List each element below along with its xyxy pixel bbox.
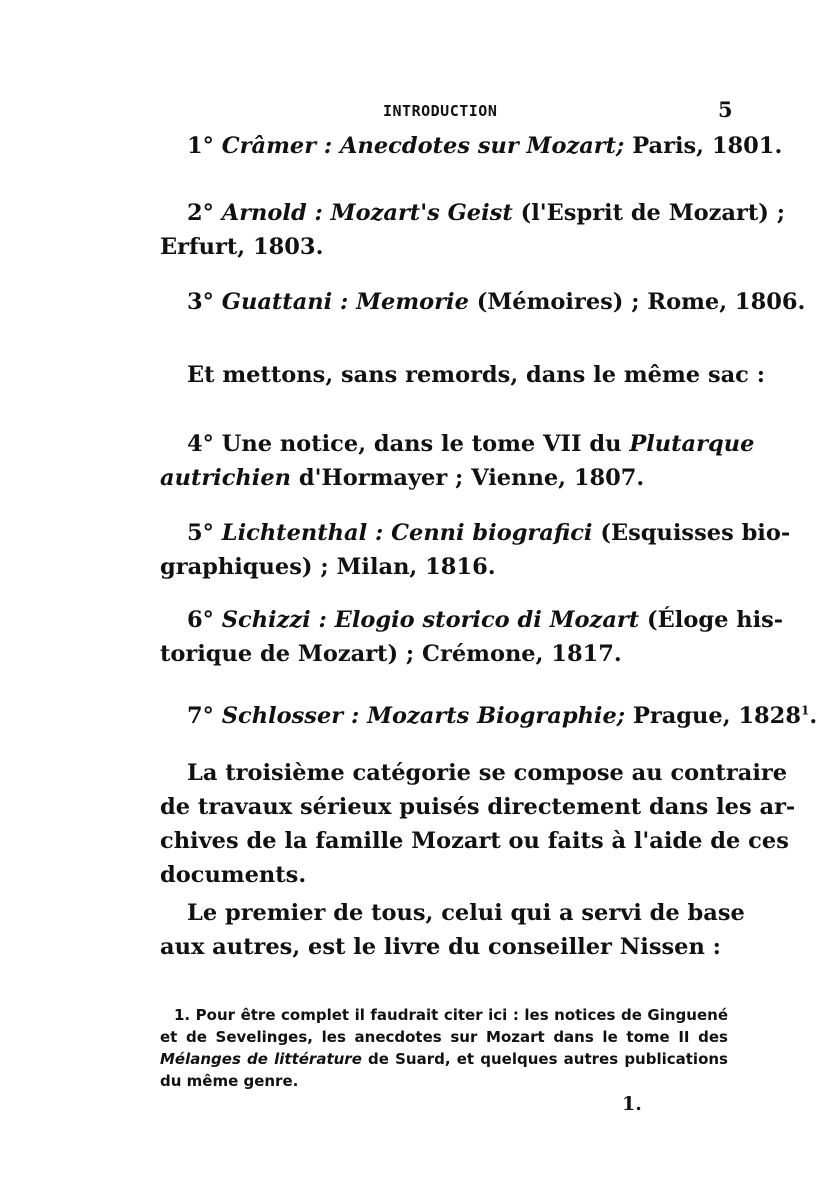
text-span: Prague, 1828 (625, 703, 801, 729)
paragraph (160, 603, 784, 671)
text-line (160, 196, 786, 230)
paragraph (160, 196, 786, 264)
text-span: Et mettons, sans remords, dans le même sac : (187, 362, 766, 388)
page-number: 5 (718, 97, 733, 122)
italic-title: Lichtenthal : Cenni biografici (221, 520, 593, 546)
text-span: (l'Esprit de Mozart) ; (512, 200, 786, 226)
text-span: 4° Une notice, dans le tome VII du (187, 431, 630, 457)
paragraph (160, 896, 745, 964)
text-span: . (809, 703, 818, 729)
text-span: 5° (187, 520, 222, 546)
signature-mark: 1. (622, 1093, 642, 1115)
text-span: La troisième catégorie se compose au contraire (187, 760, 788, 786)
text-line (160, 930, 728, 964)
paragraph (160, 358, 766, 392)
text-line (160, 603, 784, 637)
text-line (160, 756, 788, 790)
paragraph (160, 285, 806, 319)
text-line (160, 358, 766, 392)
text-line (160, 858, 728, 892)
paragraph (160, 699, 818, 733)
footnote-line (160, 1004, 728, 1026)
text-span: (Esquisses bio- (592, 520, 791, 546)
text-line (160, 230, 728, 264)
text-line (160, 699, 818, 733)
paragraph (160, 129, 783, 163)
italic-title: Crâmer : Anecdotes sur Mozart; (221, 133, 625, 159)
text-line (160, 427, 755, 461)
text-line (160, 129, 783, 163)
text-span: Paris, 1801. (624, 133, 783, 159)
text-line (160, 550, 728, 584)
text-span: 7° (187, 703, 222, 729)
footnote (160, 1004, 728, 1092)
text-line (160, 896, 745, 930)
text-span: Erfurt, 1803. (160, 234, 324, 260)
text-line (160, 824, 789, 858)
italic-title: autrichien (160, 465, 292, 491)
text-line (160, 637, 728, 671)
text-span: et de Sevelinges, les anecdotes sur Mozart dans le tome II des (160, 1028, 728, 1046)
footnote-line (160, 1026, 728, 1048)
italic-title: Schlosser : Mozarts Biographie; (221, 703, 626, 729)
text-line (160, 516, 791, 550)
paragraph (160, 427, 755, 495)
text-span: Le premier de tous, celui qui a servi de base (187, 900, 745, 926)
text-span: du même genre. (160, 1072, 299, 1090)
text-line (160, 285, 806, 319)
text-span: 1. Pour être complet il faudrait citer ici : les notices de Ginguené (174, 1006, 728, 1024)
text-span: documents. (160, 862, 307, 888)
text-span: 1° (187, 133, 222, 159)
italic-title: Mélanges de littérature (160, 1050, 362, 1068)
text-span: graphiques) ; Milan, 1816. (160, 554, 496, 580)
footnote-reference: 1 (801, 703, 810, 718)
text-span: d'Hormayer ; Vienne, 1807. (291, 465, 645, 491)
text-span: torique de Mozart) ; Crémone, 1817. (160, 641, 622, 667)
italic-title: Plutarque (629, 431, 755, 457)
text-span: chives de la famille Mozart ou faits à l'aide de ces (160, 828, 789, 854)
text-span: de Suard, et quelques autres publications (361, 1050, 728, 1068)
text-span: aux autres, est le livre du conseiller Nissen : (160, 934, 721, 960)
italic-title: Arnold : Mozart's Geist (221, 200, 513, 226)
italic-title: Schizzi : Elogio storico di Mozart (221, 607, 640, 633)
text-span: de travaux sérieux puisés directement dans les ar- (160, 794, 796, 820)
text-span: 2° (187, 200, 222, 226)
text-span: 3° (187, 289, 222, 315)
paragraph (160, 516, 791, 584)
italic-title: Guattani : Memorie (221, 289, 469, 315)
text-line (160, 461, 728, 495)
running-header: INTRODUCTION (383, 102, 498, 120)
footnote-line (160, 1048, 728, 1070)
text-span: 6° (187, 607, 222, 633)
text-line (160, 790, 796, 824)
footnote-line (160, 1070, 728, 1092)
paragraph (160, 756, 796, 892)
text-span: (Éloge his- (639, 607, 784, 633)
text-span: (Mémoires) ; Rome, 1806. (468, 289, 806, 315)
